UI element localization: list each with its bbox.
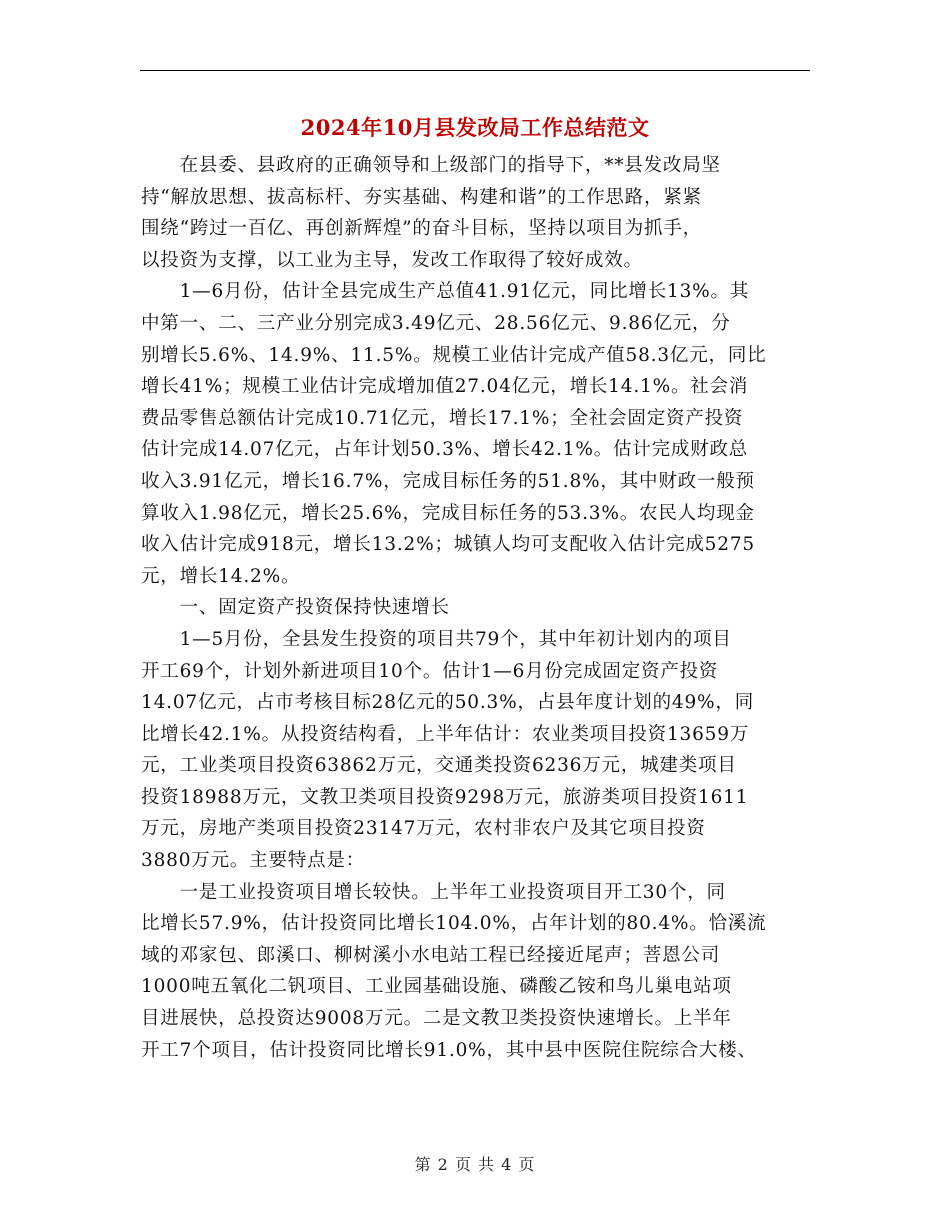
body-line: 比增长42.1%。从投资结构看，上半年估计：农业类项目投资13659万 bbox=[141, 723, 750, 745]
document-title: 2024年10月县发改局工作总结范文 bbox=[300, 115, 650, 140]
body-line: 1000吨五氧化二钒项目、工业园基础设施、磷酸乙铵和鸟儿巢电站项 bbox=[141, 976, 732, 998]
body-line: 开工69个，计划外新进项目10个。估计1—6月份完成固定资产投资 bbox=[141, 660, 719, 682]
body-line: 以投资为支撑，以工业为主导，发改工作取得了较好成效。 bbox=[141, 249, 643, 271]
body-line: 比增长57.9%，估计投资同比增长104.0%，占年计划的80.4%。恰溪流 bbox=[141, 913, 767, 935]
header-rule bbox=[140, 70, 810, 71]
body-paragraphs bbox=[141, 150, 813, 1066]
body-line: 增长41%；规模工业估计完成增加值27.04亿元，增长14.1%。社会消 bbox=[141, 376, 749, 398]
body-line: 持“解放思想、拔高标杆、夯实基础、构建和谐”的工作思路，紧紧 bbox=[141, 186, 702, 208]
body-line: 投资18988万元，文教卫类项目投资9298万元，旅游类项目投资1611 bbox=[141, 786, 749, 808]
document-body bbox=[141, 150, 813, 1066]
body-line: 1—5月份，全县发生投资的项目共79个，其中年初计划内的项目 bbox=[141, 628, 732, 650]
body-line: 域的邓家包、郎溪口、柳树溪小水电站工程已经接近尾声；菩恩公司 bbox=[141, 944, 721, 966]
body-line: 14.07亿元，占市考核目标28亿元的50.3%，占县年度计划的49%，同 bbox=[141, 692, 754, 714]
body-line: 万元，房地产类项目投资23147万元，农村非农户及其它项目投资 bbox=[141, 818, 706, 840]
body-line: 3880万元。主要特点是： bbox=[141, 850, 365, 872]
body-line: 算收入1.98亿元，增长25.6%，完成目标任务的53.3%。农民人均现金 bbox=[141, 502, 755, 524]
body-line: 开工7个项目，估计投资同比增长91.0%，其中县中医院住院综合大楼、 bbox=[141, 1039, 757, 1061]
body-line: 收入3.91亿元，增长16.7%，完成目标任务的51.8%，其中财政一般预 bbox=[141, 470, 755, 492]
body-line: 一是工业投资项目增长较快。上半年工业投资项目开工30个，同 bbox=[141, 881, 726, 903]
body-line: 估计完成14.07亿元，占年计划50.3%、增长42.1%。估计完成财政总 bbox=[141, 439, 749, 461]
body-line: 元，工业类项目投资63862万元，交通类投资6236万元，城建类项目 bbox=[141, 755, 737, 777]
body-line: 目进展快，总投资达9008万元。二是文教卫类投资快速增长。上半年 bbox=[141, 1008, 732, 1030]
body-line: 围绕“跨过一百亿、再创新辉煌”的奋斗目标，坚持以项目为抓手， bbox=[141, 218, 702, 240]
body-line: 别增长5.6%、14.9%、11.5%。规模工业估计完成产值58.3亿元，同比 bbox=[141, 344, 767, 366]
page-footer: 第 2 页 共 4 页 bbox=[414, 1155, 536, 1174]
body-line: 收入估计完成918元，增长13.2%；城镇人均可支配收入估计完成5275 bbox=[141, 534, 755, 556]
body-line: 1—6月份，估计全县完成生产总值41.91亿元，同比增长13%。其 bbox=[141, 281, 750, 303]
body-line: 费品零售总额估计完成10.71亿元，增长17.1%；全社会固定资产投资 bbox=[141, 407, 744, 429]
body-line: 在县委、县政府的正确领导和上级部门的指导下，**县发改局坚 bbox=[141, 155, 721, 176]
body-line: 一、固定资产投资保持快速增长 bbox=[141, 597, 450, 619]
body-line: 元，增长14.2%。 bbox=[141, 565, 301, 587]
body-line: 中第一、二、三产业分别完成3.49亿元、28.56亿元、9.86亿元，分 bbox=[141, 312, 731, 334]
